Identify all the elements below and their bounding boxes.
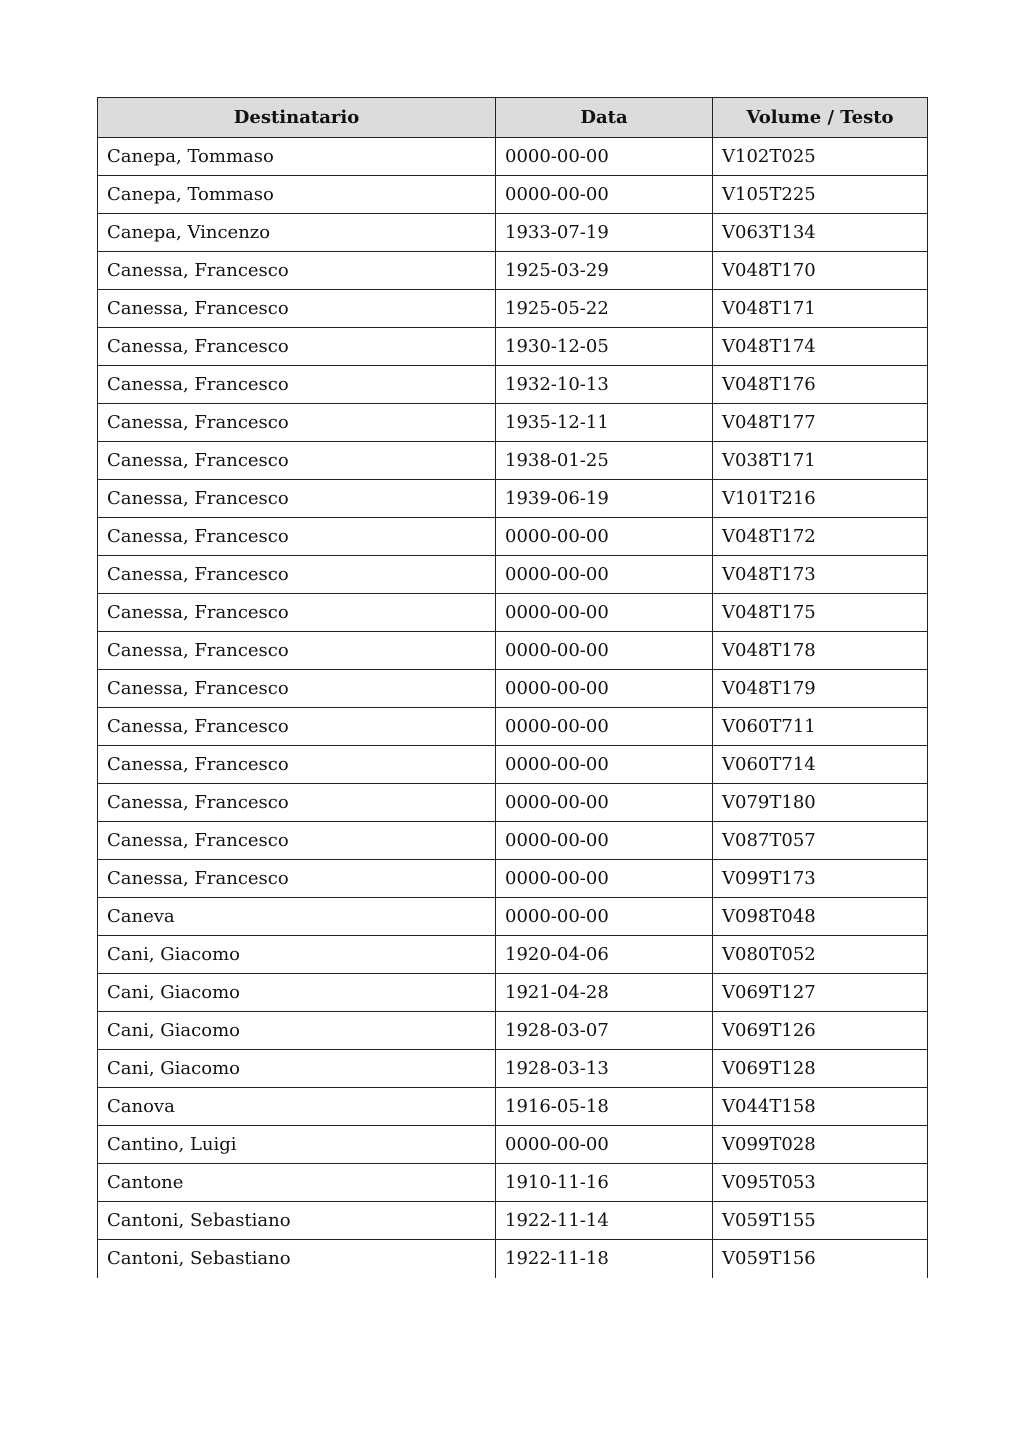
cell-destinatario: Canessa, Francesco [98,556,496,594]
cell-volume-testo: V044T158 [713,1088,928,1126]
cell-volume-testo: V102T025 [713,138,928,176]
cell-data: 1921-04-28 [496,974,713,1012]
cell-volume-testo: V101T216 [713,480,928,518]
cell-destinatario: Canessa, Francesco [98,366,496,404]
header-data: Data [496,98,713,138]
cell-data: 1939-06-19 [496,480,713,518]
table-row [98,556,928,594]
table-row [98,1202,928,1240]
cell-destinatario: Cani, Giacomo [98,1050,496,1088]
table-body [98,138,928,1278]
cell-destinatario: Cani, Giacomo [98,974,496,1012]
cell-data: 1932-10-13 [496,366,713,404]
cell-volume-testo: V048T179 [713,670,928,708]
cell-destinatario: Cani, Giacomo [98,936,496,974]
cell-data: 1928-03-13 [496,1050,713,1088]
table-row [98,366,928,404]
cell-volume-testo: V099T173 [713,860,928,898]
cell-data: 1925-05-22 [496,290,713,328]
cell-data: 0000-00-00 [496,784,713,822]
cell-destinatario: Canessa, Francesco [98,290,496,328]
table-row [98,594,928,632]
cell-destinatario: Canova [98,1088,496,1126]
cell-destinatario: Canepa, Tommaso [98,176,496,214]
cell-data: 0000-00-00 [496,594,713,632]
table-row [98,1164,928,1202]
cell-data: 0000-00-00 [496,1126,713,1164]
cell-data: 1930-12-05 [496,328,713,366]
table-row [98,290,928,328]
table-row [98,138,928,176]
cell-destinatario: Caneva [98,898,496,936]
cell-volume-testo: V048T173 [713,556,928,594]
table-row [98,404,928,442]
cell-data: 0000-00-00 [496,632,713,670]
cell-destinatario: Canessa, Francesco [98,328,496,366]
table-row [98,898,928,936]
table-row [98,1126,928,1164]
table-row [98,328,928,366]
table-row [98,214,928,252]
cell-destinatario: Canepa, Tommaso [98,138,496,176]
table-row [98,784,928,822]
cell-data: 1938-01-25 [496,442,713,480]
cell-data: 1928-03-07 [496,1012,713,1050]
cell-volume-testo: V048T170 [713,252,928,290]
cell-data: 0000-00-00 [496,670,713,708]
table-row [98,708,928,746]
cell-destinatario: Cantino, Luigi [98,1126,496,1164]
cell-volume-testo: V069T126 [713,1012,928,1050]
cell-destinatario: Canessa, Francesco [98,442,496,480]
cell-volume-testo: V048T175 [713,594,928,632]
cell-data: 0000-00-00 [496,746,713,784]
table-row [98,670,928,708]
cell-volume-testo: V095T053 [713,1164,928,1202]
cell-volume-testo: V048T176 [713,366,928,404]
cell-data: 0000-00-00 [496,898,713,936]
table-row [98,974,928,1012]
table-row [98,252,928,290]
table-row [98,518,928,556]
table-header [98,98,928,138]
cell-volume-testo: V079T180 [713,784,928,822]
cell-destinatario: Canessa, Francesco [98,632,496,670]
cell-data: 0000-00-00 [496,708,713,746]
cell-data: 1922-11-18 [496,1240,713,1278]
cell-destinatario: Cantone [98,1164,496,1202]
cell-volume-testo: V069T127 [713,974,928,1012]
cell-volume-testo: V105T225 [713,176,928,214]
cell-destinatario: Canessa, Francesco [98,518,496,556]
cell-data: 0000-00-00 [496,556,713,594]
cell-destinatario: Canessa, Francesco [98,252,496,290]
cell-volume-testo: V087T057 [713,822,928,860]
cell-volume-testo: V048T172 [713,518,928,556]
cell-destinatario: Canessa, Francesco [98,746,496,784]
cell-destinatario: Cantoni, Sebastiano [98,1240,496,1278]
records-table [97,97,928,1278]
cell-volume-testo: V099T028 [713,1126,928,1164]
cell-destinatario: Canessa, Francesco [98,670,496,708]
cell-volume-testo: V059T155 [713,1202,928,1240]
cell-destinatario: Canepa, Vincenzo [98,214,496,252]
cell-destinatario: Canessa, Francesco [98,784,496,822]
header-row [98,98,928,138]
cell-volume-testo: V098T048 [713,898,928,936]
cell-volume-testo: V048T174 [713,328,928,366]
table-row [98,632,928,670]
cell-volume-testo: V038T171 [713,442,928,480]
table-row [98,746,928,784]
cell-data: 1920-04-06 [496,936,713,974]
table-row [98,936,928,974]
cell-destinatario: Canessa, Francesco [98,860,496,898]
cell-destinatario: Cantoni, Sebastiano [98,1202,496,1240]
cell-destinatario: Canessa, Francesco [98,594,496,632]
cell-data: 1935-12-11 [496,404,713,442]
cell-volume-testo: V048T171 [713,290,928,328]
table-row [98,442,928,480]
cell-destinatario: Cani, Giacomo [98,1012,496,1050]
cell-data: 0000-00-00 [496,860,713,898]
cell-destinatario: Canessa, Francesco [98,480,496,518]
cell-volume-testo: V048T178 [713,632,928,670]
cell-data: 1922-11-14 [496,1202,713,1240]
table-row [98,1240,928,1278]
header-volume-testo: Volume / Testo [713,98,928,138]
cell-volume-testo: V080T052 [713,936,928,974]
table-row [98,860,928,898]
cell-data: 0000-00-00 [496,822,713,860]
cell-volume-testo: V048T177 [713,404,928,442]
cell-volume-testo: V060T711 [713,708,928,746]
cell-data: 1910-11-16 [496,1164,713,1202]
cell-volume-testo: V063T134 [713,214,928,252]
cell-data: 0000-00-00 [496,138,713,176]
cell-data: 1933-07-19 [496,214,713,252]
cell-volume-testo: V069T128 [713,1050,928,1088]
table-row [98,1012,928,1050]
cell-data: 0000-00-00 [496,518,713,556]
cell-destinatario: Canessa, Francesco [98,822,496,860]
header-destinatario: Destinatario [98,98,496,138]
table-row [98,480,928,518]
table-row [98,822,928,860]
cell-data: 1916-05-18 [496,1088,713,1126]
cell-destinatario: Canessa, Francesco [98,404,496,442]
cell-volume-testo: V060T714 [713,746,928,784]
table-row [98,176,928,214]
table-row [98,1088,928,1126]
cell-data: 0000-00-00 [496,176,713,214]
cell-volume-testo: V059T156 [713,1240,928,1278]
table-row [98,1050,928,1088]
cell-data: 1925-03-29 [496,252,713,290]
cell-destinatario: Canessa, Francesco [98,708,496,746]
